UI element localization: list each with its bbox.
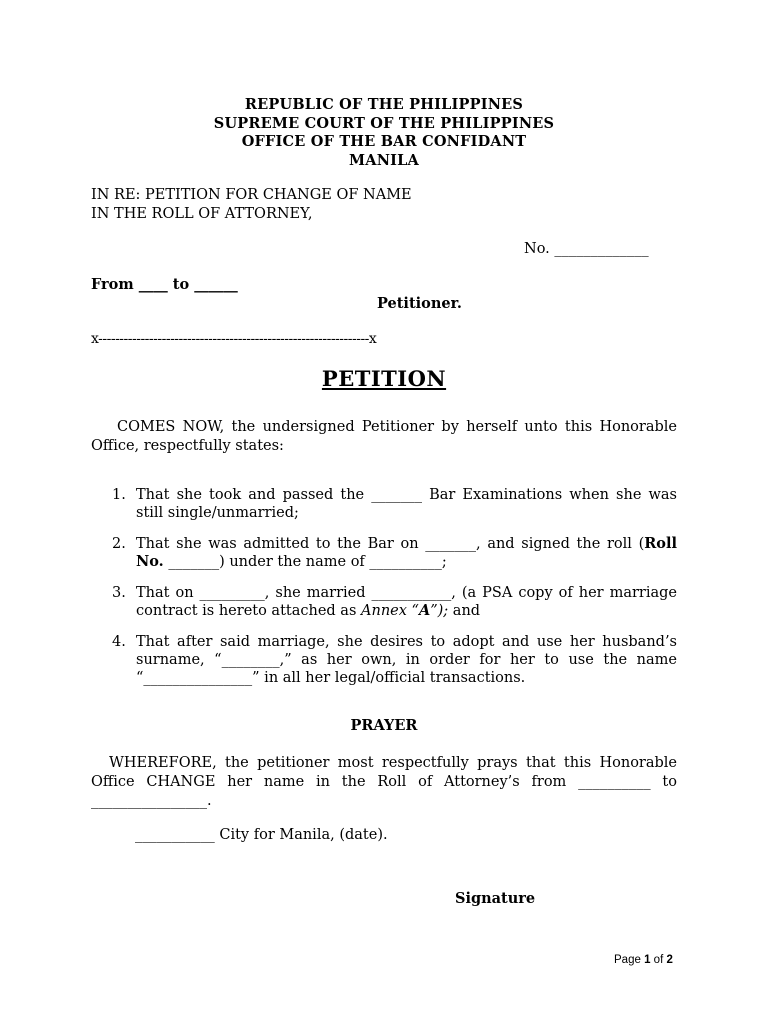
intro-paragraph: COMES NOW, the undersigned Petitioner by herself unto this Honorable Office, respectfully states: (91, 419, 677, 454)
page-of: of (653, 954, 664, 966)
header-line-supreme-court: SUPREME COURT OF THE PHILIPPINES (213, 114, 555, 132)
item-text-part: That on _________, she married ___________, (a PSA copy of her marriage contract is hereto attached as (136, 585, 677, 619)
caption-separator: x----------------------------------------------------------------x (91, 331, 377, 347)
page-number (614, 954, 673, 966)
list-item (108, 633, 677, 687)
item-text-part: That she was admitted to the Bar on _______, and signed the roll ( (136, 536, 645, 552)
header-line-manila: MANILA (349, 151, 419, 169)
item-number: 3. (112, 585, 126, 601)
petitioner-label: Petitioner. (377, 295, 462, 312)
item-number: 1. (112, 487, 126, 503)
case-caption (91, 186, 412, 224)
item-text: That after said marriage, she desires to adopt and use her husband’s surname, “________,” as her own, in order for her to use the name “_______________” in all her legal/official transactions. (136, 634, 677, 686)
annex-close: ”); (430, 603, 449, 619)
item-text-part: and (448, 603, 481, 619)
from-to-line: From ____ to ______ (91, 276, 238, 293)
wherefore-paragraph: WHEREFORE, the petitioner most respectfully prays that this Honorable Office CHANGE her name in the Roll of Attorney’s from __________ to ________________. (91, 755, 677, 809)
roll-no-label: Roll No. (136, 535, 677, 570)
page-total: 2 (666, 954, 673, 966)
annex-reference (361, 603, 448, 619)
court-header (0, 96, 768, 170)
signature-label: Signature (455, 890, 536, 907)
header-line-republic: REPUBLIC OF THE PHILIPPINES (244, 96, 524, 113)
annex-label: Annex “ (361, 603, 419, 619)
item-number: 4. (112, 634, 126, 650)
case-number: No. _____________ (524, 241, 649, 257)
list-item (108, 486, 677, 522)
petition-items-list (108, 486, 677, 700)
city-date-line: ___________ City for Manila, (date). (135, 827, 388, 843)
list-item (108, 535, 677, 571)
item-text-part: _______) under the name of __________; (163, 554, 447, 570)
header-line-bar-confidant: OFFICE OF THE BAR CONFIDANT (241, 133, 527, 150)
in-re-line-1: IN RE: PETITION FOR CHANGE OF NAME (91, 187, 412, 203)
item-number: 2. (112, 536, 126, 552)
page-current: 1 (644, 954, 651, 966)
item-text: That she took and passed the _______ Bar Examinations when she was still single/unmarried; (136, 487, 677, 521)
prayer-heading: PRAYER (350, 717, 418, 734)
list-item (108, 584, 677, 620)
page-label: Page (614, 954, 641, 966)
in-re-line-2: IN THE ROLL OF ATTORNEY, (91, 206, 313, 222)
document-title: PETITION (321, 366, 447, 391)
annex-letter: A (418, 602, 431, 619)
